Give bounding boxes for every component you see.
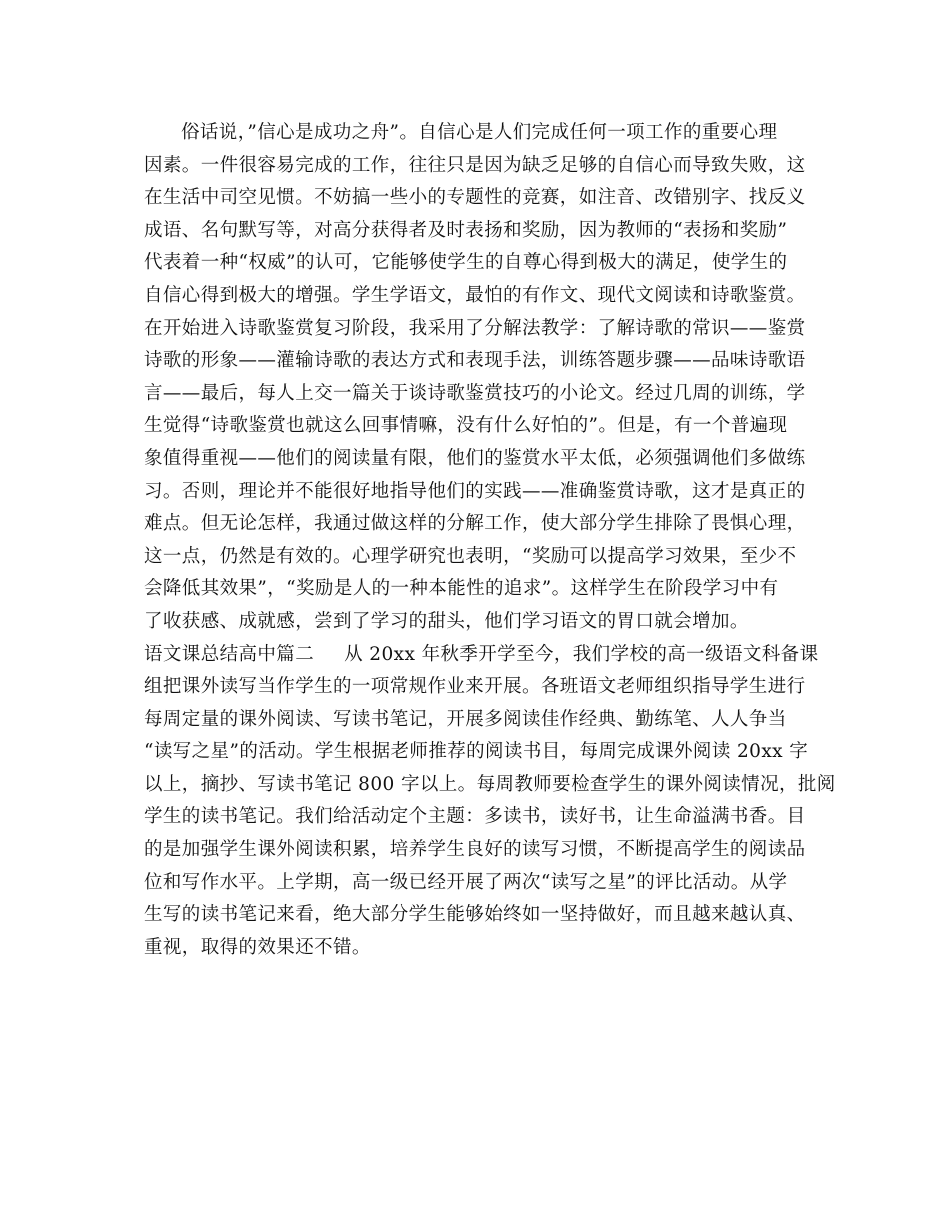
paragraph-first-line: 从 20xx 年秋季开学至今，我们学校的高一级语文科备课 xyxy=(344,643,819,665)
paragraph-line: 的是加强学生课外阅读积累，培养学生良好的读写习惯，不断提高学生的阅读品 xyxy=(144,839,806,861)
paragraph-line: 位和写作水平。上学期，高一级已经开展了两次“读写之星”的评比活动。从学 xyxy=(144,871,788,893)
paragraph-line: 象值得重视——他们的阅读量有限，他们的鉴赏水平太低，必须强调他们多做练 xyxy=(144,447,806,469)
paragraph-line: 成语、名句默写等，对高分获得者及时表扬和奖励，因为教师的“表扬和奖励” xyxy=(144,219,788,241)
paragraph-line: 代表着一种“权威”的认可，它能够使学生的自尊心得到极大的满足，使学生的 xyxy=(144,252,788,274)
paragraph-line: 言——最后，每人上交一篇关于谈诗歌鉴赏技巧的小论文。经过几周的训练，学 xyxy=(144,382,806,404)
paragraph-line: 学生的读书笔记。我们给活动定个主题：多读书，读好书，让生命溢满书香。目 xyxy=(144,806,806,828)
paragraph-line: 习。否则，理论并不能很好地指导他们的实践——准确鉴赏诗歌，这才是真正的 xyxy=(144,480,806,502)
paragraph-line: 重视，取得的效果还不错。 xyxy=(144,936,371,958)
paragraph-line: 会降低其效果”，“奖励是人的一种本能性的追求”。这样学生在阶段学习中有 xyxy=(144,578,779,600)
document-body xyxy=(144,117,836,964)
paragraph-line: 生写的读书笔记来看，绝大部分学生能够始终如一坚持做好，而且越来越认真、 xyxy=(144,904,806,926)
paragraph-line: 难点。但无论怎样，我通过做这样的分解工作，使大部分学生排除了畏惧心理， xyxy=(144,513,806,535)
paragraph-line: 自信心得到极大的增强。学生学语文，最怕的有作文、现代文阅读和诗歌鉴赏。 xyxy=(144,284,806,306)
paragraph-line: 以上，摘抄、写读书笔记 800 字以上。每周教师要检查学生的课外阅读情况，批阅 xyxy=(144,773,836,795)
paragraph-line: 每周定量的课外阅读、写读书笔记，开展多阅读佳作经典、勤练笔、人人争当 xyxy=(144,708,787,730)
paragraph-line: 了收获感、成就感，尝到了学习的甜头，他们学习语文的胃口就会增加。 xyxy=(144,610,749,632)
paragraph-line: 诗歌的形象——灌输诗歌的表达方式和表现手法，训练答题步骤——品味诗歌语 xyxy=(144,350,806,372)
paragraph-line: 组把课外读写当作学生的一项常规作业来开展。各班语文老师组织指导学生进行 xyxy=(144,676,806,698)
section-heading-line xyxy=(144,639,819,672)
paragraph-line: “读写之星”的活动。学生根据老师推荐的阅读书目，每周完成课外阅读 20xx 字 xyxy=(144,741,809,763)
section-title: 语文课总结高中篇二 xyxy=(144,643,315,665)
paragraph-line: 在开始进入诗歌鉴赏复习阶段，我采用了分解法教学：了解诗歌的常识——鉴赏 xyxy=(144,317,806,339)
paragraph-line: 这一点，仍然是有效的。心理学研究也表明，“奖励可以提高学习效果，至少不 xyxy=(144,545,797,567)
paragraph-line: 在生活中司空见惯。不妨搞一些小的专题性的竞赛，如注音、改错别字、找反义 xyxy=(144,187,806,209)
paragraph-line: 俗话说，”信心是成功之舟”。自信心是人们完成任何一项工作的重要心理 xyxy=(181,122,778,143)
paragraph-line: 因素。一件很容易完成的工作，往往只是因为缺乏足够的自信心而导致失败，这 xyxy=(144,154,806,176)
paragraph-line: 生觉得“诗歌鉴赏也就这么回事情嘛，没有什么好怕的”。但是，有一个普遍现 xyxy=(144,415,788,437)
